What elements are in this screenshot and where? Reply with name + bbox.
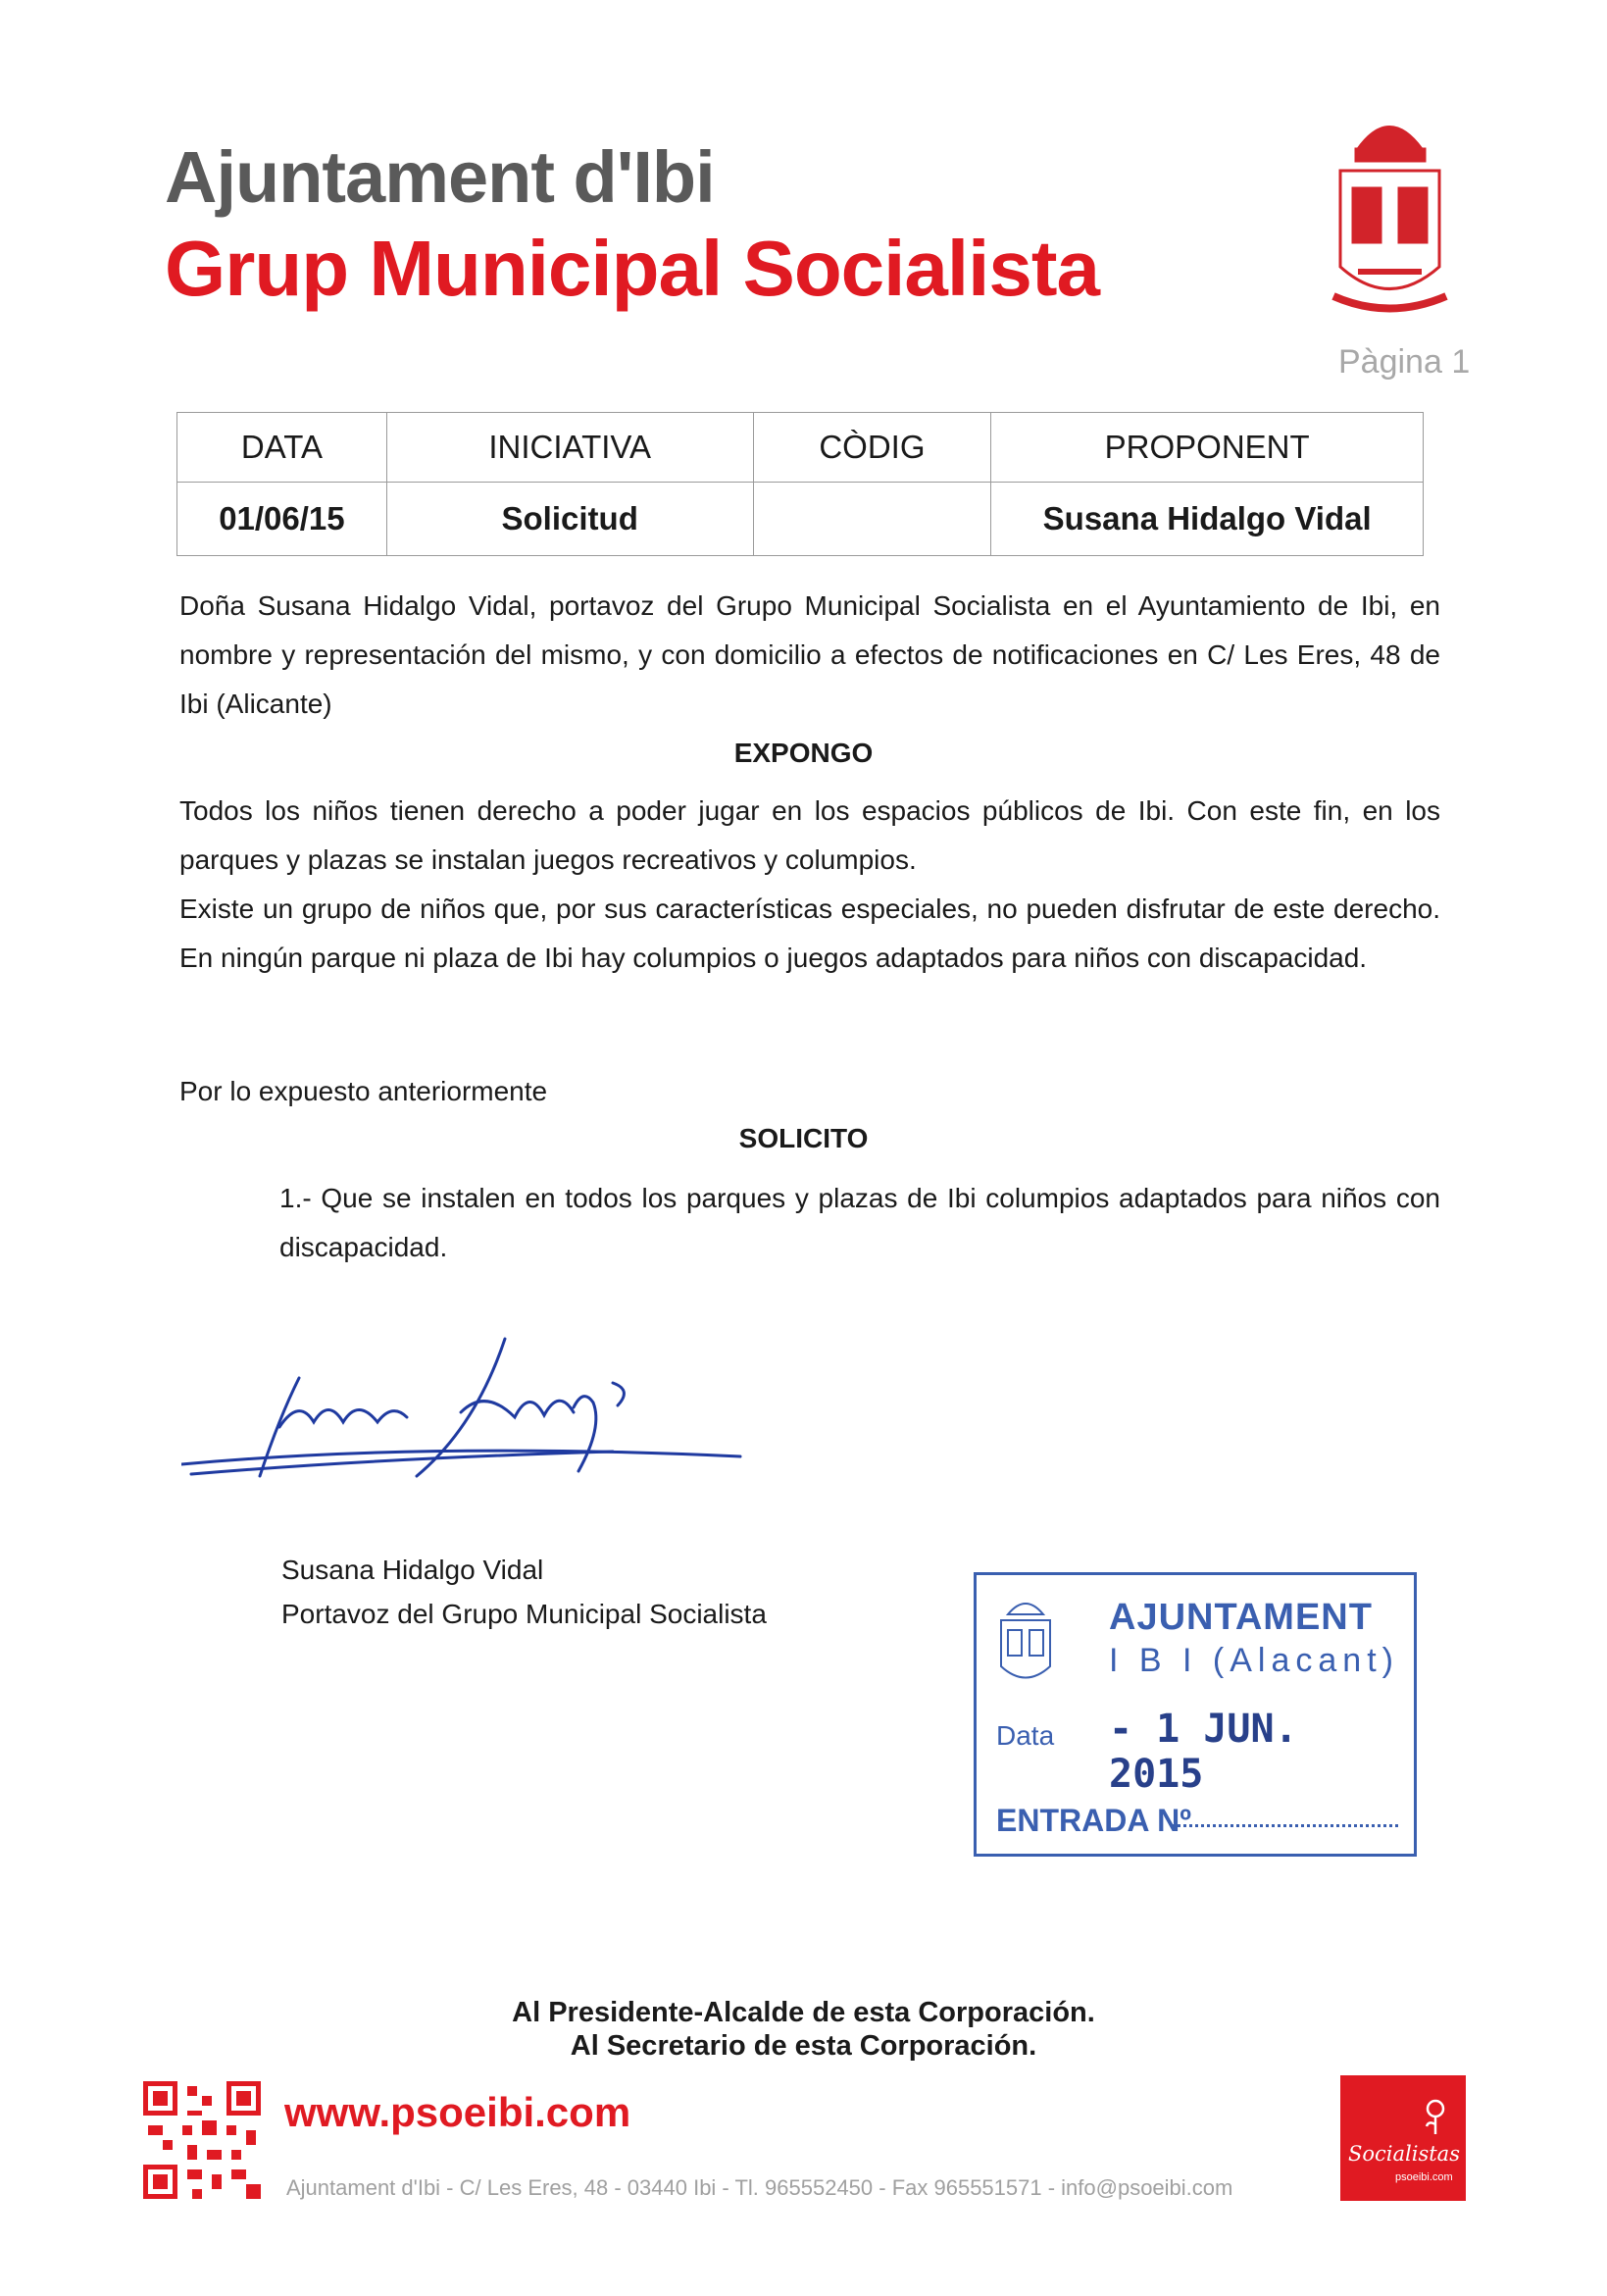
footer-contact: Ajuntament d'Ibi - C/ Les Eres, 48 - 03440 Ibi - Tl. 965552450 - Fax 965551571 - info@psoeibi.com: [286, 2175, 1233, 2200]
handwritten-signature-icon: [181, 1329, 750, 1496]
intro-paragraph: Doña Susana Hidalgo Vidal, portavoz del Grupo Municipal Socialista en el Ayuntamiento de Ibi, en nombre y representación del mismo, y con domicilio a efectos de notificaciones en C/ Les Eres, 48 de Ibi (Alicante): [179, 590, 1440, 719]
info-table-header-row: [177, 413, 1424, 483]
info-value-data: 01/06/15: [177, 483, 387, 556]
info-header-proponent: PROPONENT: [991, 413, 1424, 483]
signer-role: Portavoz del Grupo Municipal Socialista: [281, 1599, 767, 1629]
logo-subtext: psoeibi.com: [1395, 2171, 1453, 2183]
info-header-data: DATA: [177, 413, 387, 483]
stamp-date-value: - 1 JUN. 2015: [1109, 1707, 1298, 1797]
info-value-proponent: Susana Hidalgo Vidal: [991, 483, 1424, 556]
paragraph-3: Por lo expuesto anteriormente: [179, 1076, 548, 1106]
info-table: [176, 412, 1424, 556]
rose-icon: [1421, 2097, 1450, 2136]
addressee-2: Al Secretario de esta Corporación.: [570, 2030, 1037, 2062]
stamp-crest-icon: [996, 1593, 1055, 1691]
logo-text: Socialistas: [1348, 2142, 1460, 2166]
addressee-1: Al Presidente-Alcalde de esta Corporación.: [512, 1997, 1095, 2028]
stamp-entry-line: [1173, 1824, 1398, 1827]
page-number: Pàgina 1: [1338, 343, 1471, 381]
municipal-crest-icon: [1329, 110, 1451, 328]
stamp-place: I B I (Alacant): [1109, 1642, 1399, 1679]
signer-name: Susana Hidalgo Vidal: [281, 1555, 544, 1585]
website-link[interactable]: www.psoeibi.com: [284, 2089, 631, 2135]
registry-stamp: [974, 1572, 1417, 1857]
stamp-title: AJUNTAMENT: [1109, 1597, 1373, 1638]
heading-expongo: EXPONGO: [733, 738, 874, 768]
stamp-entry-label: ENTRADA Nº: [996, 1803, 1191, 1838]
info-value-codig: [753, 483, 991, 556]
info-header-codig: CÒDIG: [753, 413, 991, 483]
paragraph-1: Todos los niños tienen derecho a poder jugar en los espacios públicos de Ibi. Con este fin, en los parques y plazas se instalan juegos recreativos y columpios.: [179, 795, 1440, 875]
info-header-iniciativa: INICIATIVA: [386, 413, 753, 483]
header-group-name: Grup Municipal Socialista: [165, 225, 1099, 312]
info-value-iniciativa: Solicitud: [386, 483, 753, 556]
header-ajuntament: Ajuntament d'Ibi: [165, 136, 715, 218]
request-item-1: 1.- Que se instalen en todos los parques y plazas de Ibi columpios adaptados para niños con discapacidad.: [279, 1183, 1440, 1262]
qr-code-icon: [143, 2081, 261, 2199]
socialistas-logo: [1340, 2075, 1466, 2201]
stamp-date-label: Data: [996, 1720, 1055, 1751]
heading-solicito: SOLICITO: [738, 1123, 869, 1153]
paragraph-2: Existe un grupo de niños que, por sus características especiales, no pueden disfrutar de este derecho. En ningún parque ni plaza de Ibi hay columpios o juegos adaptados para niños con discapacidad.: [179, 893, 1440, 973]
info-table-values-row: [177, 483, 1424, 556]
